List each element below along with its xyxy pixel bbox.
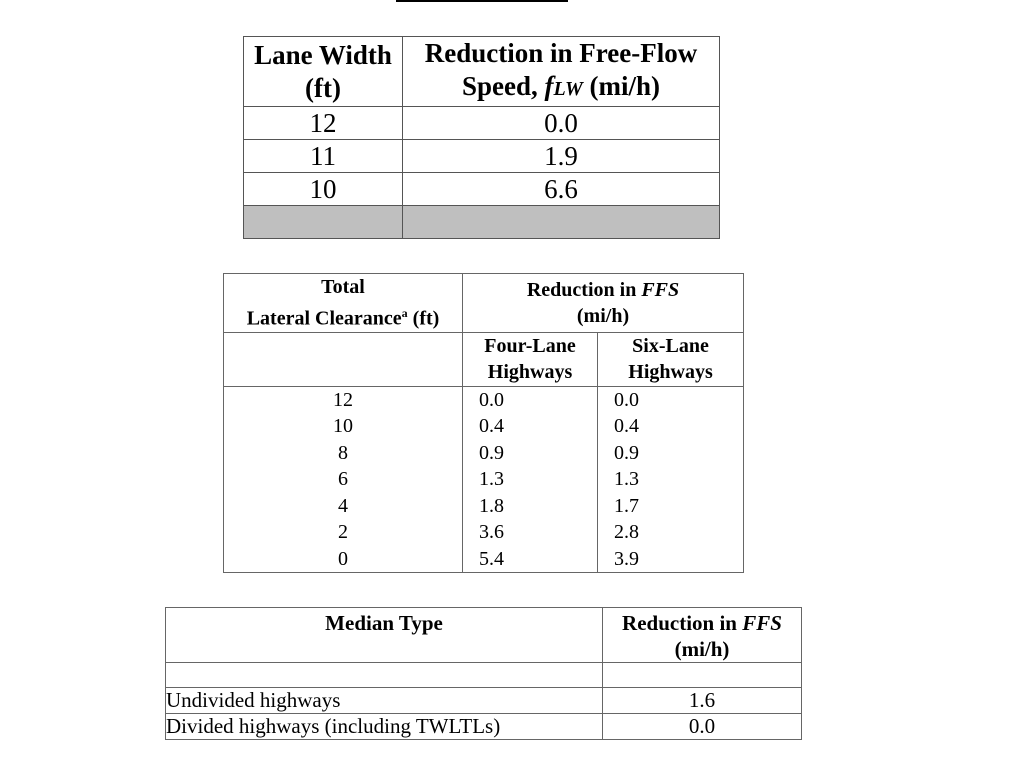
spacer-row [166, 663, 802, 688]
median-type-header-row [166, 608, 802, 663]
lane-width-header: Lane Width (ft) [244, 37, 403, 107]
lateral-clearance-table [223, 273, 744, 573]
table-row: 8 0.9 0.9 [224, 440, 744, 467]
table-row: 2 3.6 2.8 [224, 519, 744, 546]
median-type-table [165, 607, 802, 740]
table-row: 11 1.9 [244, 140, 720, 173]
table-row: 6 1.3 1.3 [224, 466, 744, 493]
table-row: 12 0.0 0.0 [224, 386, 744, 413]
total-lateral-clearance-header: Total Lateral Clearance$^a$ (ft) [224, 274, 463, 333]
table-row: 10 6.6 [244, 173, 720, 206]
flw-symbol: f [544, 71, 554, 101]
lane-width-table [243, 36, 720, 239]
highway-type-header-row [224, 332, 744, 386]
four-lane-highways-header: Four-Lane Highways [463, 332, 598, 386]
table-row: 10 0.4 0.4 [224, 413, 744, 440]
table-row: 4 1.8 1.7 [224, 493, 744, 520]
lateral-clearance-header-row [224, 274, 744, 333]
table-row: Undivided highways 1.6 [166, 688, 802, 714]
lane-width-header-row [244, 37, 720, 107]
top-cut-underline [396, 0, 568, 2]
median-type-header: Median Type [166, 608, 603, 663]
table-row: 0 5.4 3.9 [224, 546, 744, 573]
six-lane-highways-header: Six-Lane Highways [598, 332, 744, 386]
footnote-a: a [401, 306, 408, 320]
free-flow-reduction-header: Reduction in Free-Flow Speed, fLW (mi/h) [403, 37, 720, 107]
table-row: Divided highways (including TWLTLs) 0.0 [166, 714, 802, 740]
table-row: 12 0.0 [244, 107, 720, 140]
reduction-in-ffs-group-header: Reduction in FFS (mi/h) [463, 274, 744, 333]
flw-subscript: LW [553, 78, 583, 100]
median-reduction-header: Reduction in FFS (mi/h) [603, 608, 802, 663]
shaded-empty-row [244, 206, 720, 239]
